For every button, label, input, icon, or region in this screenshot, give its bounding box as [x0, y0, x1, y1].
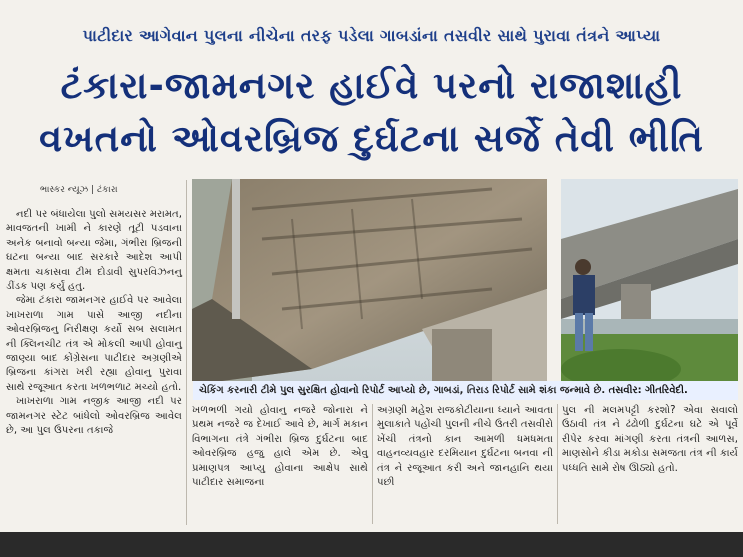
paragraph-1: નદી પર બંધાયેલા પુલો સમયસર મરામત, માવજતની ખામી ને કારણે તૂટી પડવાના અનેક બનાવો બન્યા જેમા, ગંભીરા બ્રિજની ઘટના બન્યા બાદ સરકારે આદેશ આપી ક્ષમતા ચકાસવા ટીમ દોડાવી સુપરવિઝનનુ ડીંડક પણ કર્યું હતુ.: [6, 209, 182, 293]
article-column-1: [6, 208, 182, 439]
paragraph-col4: પુલ ની મલમપટ્ટી કરશો? એવા સવાલો ઉઠાવી તંત્ર ને ઢંઢોળી દુર્ઘટના ઘટે એ પૂર્વે રીપેર કરવા માંગણી કરતા તંત્રની આળસ, માણસોને કીડા મકોડા સમજતા તંત્ર ની કાર્ય પધ્ધતિ સામે રોષ ઊઠ્યો હતો.: [562, 405, 738, 474]
article-column-4: [562, 404, 738, 476]
paragraph-2: જેમા ટંકારા જામનગર હાઈવે પર આવેલા ખાખરાળા ગામ પાસે આજી નદીના ઓવરબ્રિજનુ નિરીક્ષણ કર્યો સબ સલામત ની ક્લિનચીટ તંત્ર એ મોકલી આપી હોવાનુ જાણ્યા બાદ કોંગ્રેસના પાટીદાર અગ્રણીએ બ્રિજના કાંગરા ખરી રહ્યા હોવાનુ પુરાવા સાથે રજૂઆત કરતા ખળભળાટ મચ્યો હતો.: [6, 295, 182, 393]
bottom-edge: [0, 532, 743, 557]
caption-credit: તસવીર: ગીતરિવેદી.: [608, 385, 688, 396]
byline: ભાસ્કર ન્યૂઝ | ટંકારા: [40, 185, 118, 195]
paragraph-col3: અગ્રણી મહેશ રાજકોટીયાના ધ્યાને આવતા મુલાકાતે પહોંચી પુલની નીચે ઉતરી તસવીરો ખેંચી તંત્રનો કાન આમળી ધમધમતા વાહનવ્યવહાર દરમિયાન દુર્ઘટના બનવા ની તંત્ર ને રજૂઆત કરી અને જાનહાનિ થયા પછી: [377, 405, 553, 489]
photo-caption: [193, 381, 738, 400]
man-near-bridge-image: [561, 179, 738, 381]
column-divider: [372, 404, 373, 524]
bridge-underside-image: [192, 179, 547, 381]
paragraph-col2: ખળભળી ગયો હોવાનુ નજરે જોનારા ને પ્રથમ નજરે જ દેખાઈ આવે છે, માર્ગ મકાન વિભાગના તંત્રે ગંભીરા બ્રિજ દુર્ઘટના બાદ ઓવરબ્રિજ હજુ હાલે એમ છે. એવુ પ્રમાણપત્ર આપ્યુ હોવાના આક્ષેપ સાથે પાટીદાર સમાજના: [192, 405, 368, 489]
headline-line-2: વખતનો ઓવરબ્રિજ દુર્ઘટના સર્જે તેવી ભીતિ: [39, 117, 704, 160]
column-divider: [557, 404, 558, 524]
bridge-underside-photo: [192, 179, 547, 381]
article-column-3: [377, 404, 553, 490]
man-near-bridge-photo: [561, 179, 738, 381]
paragraph-3: ખાખરાળા ગામ નજીક આજી નદી પર જામનગર સ્ટેટ બાંધેલો ઓવરબ્રિજ આવેલ છે, આ પુલ ઉપરના તકાજે: [6, 396, 182, 437]
column-divider: [186, 180, 187, 525]
kicker-line: પાટીદાર આગેવાન પુલના નીચેના તરફ પડેલા ગાબડાંના તસવીર સાથે પુરાવા તંત્રને આપ્યા: [82, 26, 661, 45]
article-column-2: [192, 404, 368, 490]
headline-line-1: ટંકારા-જામનગર હાઈવે પરનો રાજાશાહી: [60, 64, 683, 107]
caption-text: ચેકિંગ કરનારી ટીમે પુલ સુરક્ષિત હોવાનો રિપોર્ટ આપ્યો છે, ગાબડાં, તિરાડ રિપોર્ટ સામે શંકા જન્માવે છે.: [199, 385, 606, 396]
